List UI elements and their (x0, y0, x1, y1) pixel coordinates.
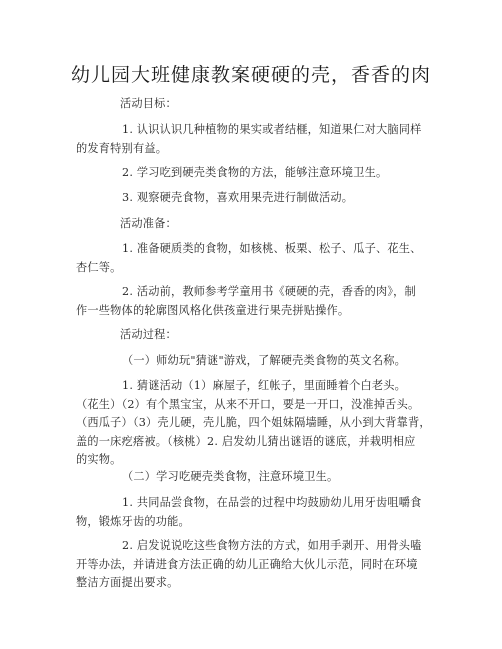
paragraph: 1. 认识认识几种植物的果实或者结榧，知道果仁对大脑同样 的发育特别有益。 (76, 123, 422, 155)
section-heading-goals: 活动目标： (120, 97, 177, 110)
paragraph: 3. 观察硬壳食物，喜欢用果壳进行制做活动。 (122, 191, 354, 204)
paragraph: 2. 活动前，教师参考学童用书《硬硬的壳，香香的肉》，制 作一些物体的轮廓图风格化供孩童进行果壳拼贴操作。 (76, 285, 416, 317)
subsection-heading: （一）师幼玩"猜谜"游戏，了解硬壳类食物的英文名称。 (122, 354, 406, 367)
subsection-heading: （二）学习吃硬壳类食物，注意环境卫生。 (122, 470, 339, 483)
document-title: 幼儿园大班健康教案硬硬的壳，香香的肉 (70, 64, 431, 86)
paragraph: 2. 学习吃到硬壳类食物的方法，能够注意环境卫生。 (122, 166, 388, 179)
paragraph: 1. 共同品尝食物，在品尝的过程中均鼓励幼儿用牙齿咀嚼食 物，锻炼牙齿的功能。 (76, 496, 422, 528)
section-heading-preparation: 活动准备： (120, 217, 177, 230)
paragraph: 1. 准备硬质类的食物，如核桃、板栗、松子、瓜子、花生、 杏仁等。 (76, 242, 422, 274)
section-heading-process: 活动过程： (120, 328, 177, 341)
paragraph: 1. 猜谜活动（1）麻屋子，红帐子，里面睡着个白老头。 （花生）（2）有个黑宝宝，从来不开口，要是一开口，没准掉舌头。 （西瓜子）（3）壳儿硬，壳儿脆，四个姐妹隔墙睡，从小到大背靠背， 盖的一床疙瘩被。（核桃）2. 启发幼儿猜出谜语的谜底，并栽明相应 的实物。 (76, 379, 431, 466)
paragraph: 2. 启发说说吃这些食物方法的方式，如用手剥开、用骨头嗑 开等办法，并请进食方法正确的幼儿正确给大伙儿示范，同时在环境 整洁方面提出要求。 (76, 539, 422, 589)
